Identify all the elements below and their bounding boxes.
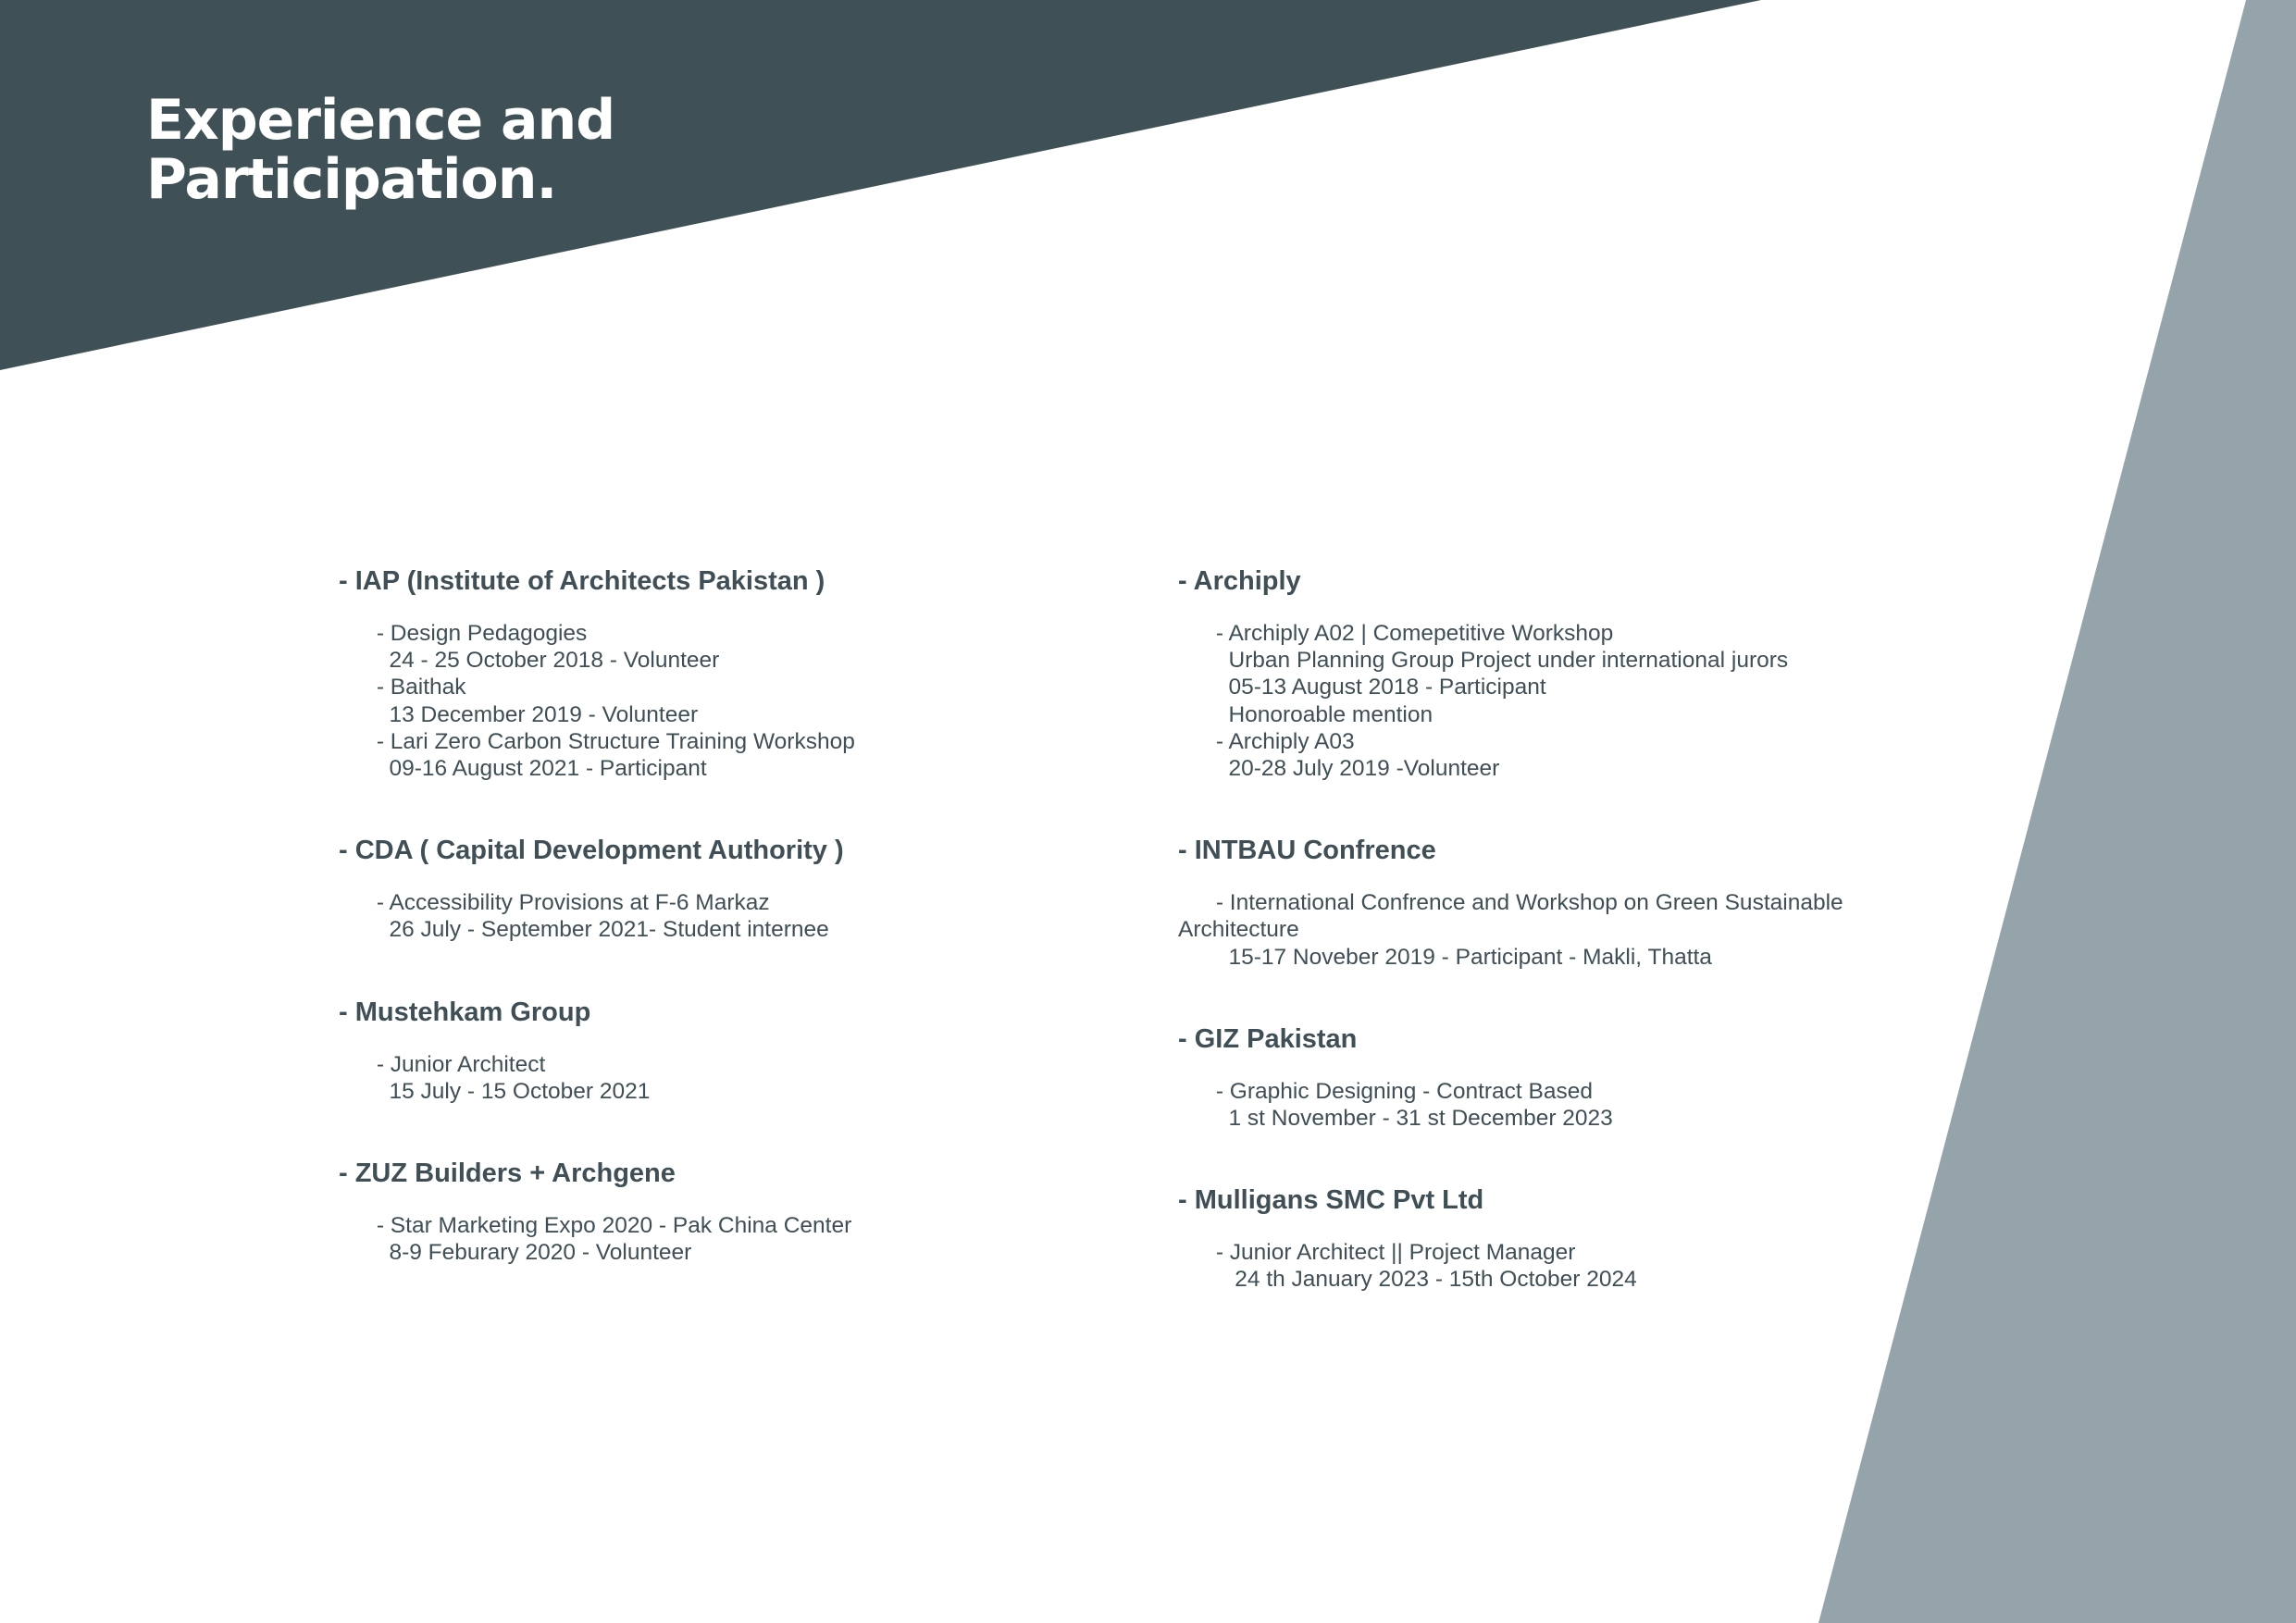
- entry-line: 15 July - 15 October 2021: [339, 1078, 651, 1104]
- entry-line: - Archiply A03: [1178, 728, 1355, 754]
- entry-line: - Junior Architect: [339, 1051, 546, 1077]
- entry-line: - Junior Architect || Project Manager: [1178, 1240, 1576, 1266]
- section-heading: - ZUZ Builders + Archgene: [339, 1158, 676, 1189]
- entry-line: - Design Pedagogies: [339, 621, 588, 646]
- section-iap: [339, 564, 1135, 782]
- entry-line: - Accessibility Provisions at F-6 Markaz: [339, 890, 770, 916]
- section-mustehkam: [339, 996, 1135, 1105]
- entry-line: 05-13 August 2018 - Participant: [1178, 675, 1546, 700]
- entry-line: - International Confrence and Workshop on Green Sustainable: [1178, 890, 1843, 916]
- section-heading: - INTBAU Confrence: [1178, 836, 1436, 866]
- section-heading: - CDA ( Capital Development Authority ): [339, 836, 844, 866]
- entry-line: 8-9 Feburary 2020 - Volunteer: [339, 1240, 692, 1266]
- section-giz: [1178, 1022, 1965, 1132]
- entry-line: - Baithak: [339, 675, 466, 700]
- entry-line: 20-28 July 2019 -Volunteer: [1178, 756, 1500, 782]
- entry-line: 13 December 2019 - Volunteer: [339, 701, 699, 727]
- section-heading: - IAP (Institute of Architects Pakistan ): [339, 566, 825, 596]
- section-mulligans: [1178, 1183, 1965, 1293]
- section-heading: - Archiply: [1178, 566, 1301, 596]
- section-heading: - Mulligans SMC Pvt Ltd: [1178, 1185, 1484, 1216]
- entry-line: Honoroable mention: [1178, 701, 1433, 727]
- section-heading: - GIZ Pakistan: [1178, 1023, 1358, 1054]
- left-column: [339, 564, 1135, 1318]
- entry-line: - Graphic Designing - Contract Based: [1178, 1078, 1593, 1104]
- entry-line: 24 th January 2023 - 15th October 2024: [1178, 1267, 1637, 1293]
- right-column: [1178, 564, 1965, 1345]
- page-title: [146, 88, 615, 212]
- section-intbau: [1178, 834, 1965, 971]
- section-archiply: [1178, 564, 1965, 782]
- entry-line: - Star Marketing Expo 2020 - Pak China Center: [339, 1213, 852, 1239]
- entry-line: 26 July - September 2021- Student internee: [339, 917, 829, 943]
- page-title-line-2: Participation.: [146, 147, 557, 212]
- entry-line: 1 st November - 31 st December 2023: [1178, 1106, 1613, 1132]
- section-heading: - Mustehkam Group: [339, 997, 591, 1027]
- page-title-line-1: Experience and: [146, 88, 615, 153]
- entry-line: 09-16 August 2021 - Participant: [339, 756, 707, 782]
- entry-line: - Lari Zero Carbon Structure Training Workshop: [339, 728, 855, 754]
- entry-line: 15-17 Noveber 2019 - Participant - Makli, Thatta: [1178, 944, 1712, 970]
- entry-line: Architecture: [1178, 917, 1299, 943]
- entry-line: - Archiply A02 | Comepetitive Workshop: [1178, 621, 1614, 646]
- section-zuz: [339, 1157, 1135, 1266]
- entry-line: 24 - 25 October 2018 - Volunteer: [339, 648, 720, 674]
- section-cda: [339, 834, 1135, 943]
- entry-line: Urban Planning Group Project under international jurors: [1178, 648, 1789, 674]
